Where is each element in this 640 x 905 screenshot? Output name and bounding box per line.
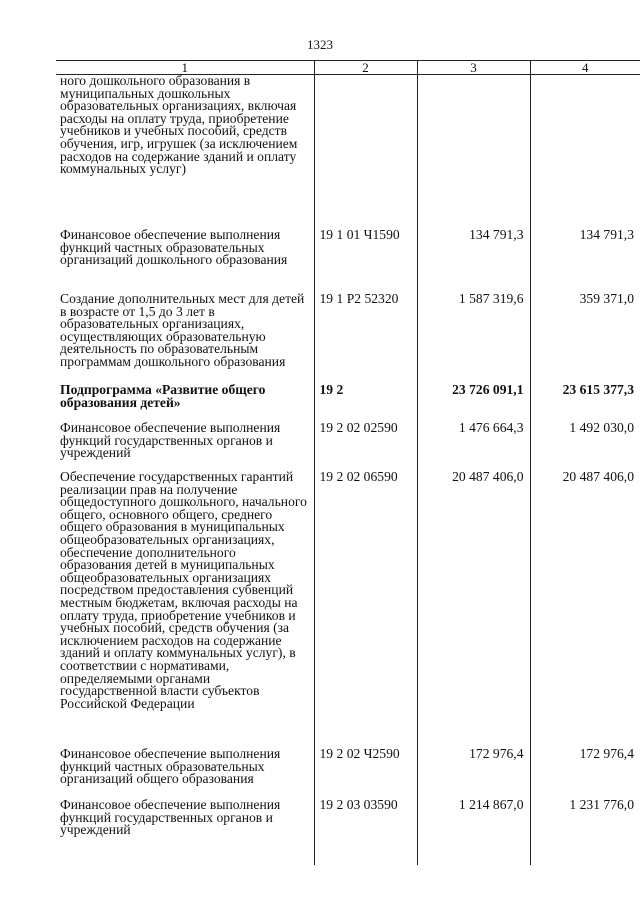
row-code: 19 2 02 02590 (314, 422, 417, 471)
row-value-2: 20 487 406,0 (530, 471, 640, 748)
row-value-1: 1 587 319,6 (417, 293, 530, 384)
row-name: Создание дополнительных мест для детей в возрасте от 1,5 до 3 лет в образовательных организациях, осуществляющих образовательную деятельность по образовательным программам дошкольного образования (60, 291, 305, 369)
table-row (56, 748, 640, 799)
budget-table (56, 60, 640, 865)
row-name: Финансовое обеспечение выполнения функций государственных органов и учреждений (60, 420, 281, 461)
row-code: 19 1 P2 52320 (314, 293, 417, 384)
row-value-2: 172 976,4 (530, 748, 640, 799)
column-header-3: 3 (417, 61, 530, 75)
row-value-2: 1 492 030,0 (530, 422, 640, 471)
row-name: Подпрограмма «Развитие общего образования детей» (60, 382, 266, 410)
row-name: ного дошкольного образования в муниципальных дошкольных образовательных организациях, включая расходы на оплату труда, приобретение учебников и учебных пособий, средств обучения, игр, игрушек (за исключением расходов на содержание зданий и оплату коммунальных услуг) (60, 73, 298, 177)
row-value-2 (530, 75, 640, 230)
row-value-1: 172 976,4 (417, 748, 530, 799)
row-value-1: 1 214 867,0 (417, 799, 530, 865)
row-code (314, 75, 417, 230)
table-row (56, 75, 640, 230)
row-code: 19 2 03 03590 (314, 799, 417, 865)
row-value-2: 134 791,3 (530, 229, 640, 293)
row-value-2: 1 231 776,0 (530, 799, 640, 865)
column-header-1: 1 (56, 61, 314, 75)
row-value-1: 23 726 091,1 (417, 384, 530, 422)
row-value-1 (417, 75, 530, 230)
row-value-1: 20 487 406,0 (417, 471, 530, 748)
table-row (56, 471, 640, 748)
row-value-1: 1 476 664,3 (417, 422, 530, 471)
column-header-2: 2 (314, 61, 417, 75)
row-code: 19 2 02 Ч2590 (314, 748, 417, 799)
row-name: Финансовое обеспечение выполнения функций частных образовательных организаций дошкольного образования (60, 227, 288, 268)
row-name: Обеспечение государственных гарантий реализации прав на получение общедоступного дошкольного, начального общего, основного общего, среднего общего образования в муниципальных общеобразовательных организациях, обеспечение дополнительного образования детей в муниципальных общеобразовательных организациях посредством предоставления субвенций местным бюджетам, включая расходы на оплату труда, приобретение учебников и учебных пособий, средств обучения (за исключением расходов на содержание зданий и оплату коммунальных услуг), в соответствии с нормативами, определяемыми органами государственной власти субъектов Российской Федерации (60, 469, 307, 711)
table-row (56, 422, 640, 471)
row-code: 19 2 02 06590 (314, 471, 417, 748)
table-row (56, 229, 640, 293)
row-code: 19 2 (314, 384, 417, 422)
row-value-2: 359 371,0 (530, 293, 640, 384)
row-value-1: 134 791,3 (417, 229, 530, 293)
page-number: 1323 (307, 37, 333, 52)
row-name: Финансовое обеспечение выполнения функций частных образовательных организаций общего образования (60, 746, 281, 787)
table-row (56, 293, 640, 384)
table-row (56, 799, 640, 865)
column-header-4: 4 (530, 61, 640, 75)
row-value-2: 23 615 377,3 (530, 384, 640, 422)
row-code: 19 1 01 Ч1590 (314, 229, 417, 293)
table-row-subprogram (56, 384, 640, 422)
row-name: Финансовое обеспечение выполнения функций государственных органов и учреждений (60, 797, 281, 838)
